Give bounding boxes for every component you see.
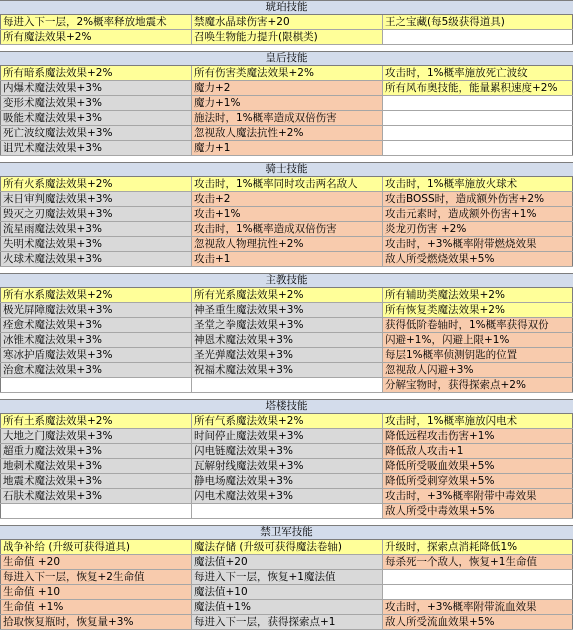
skill-cell: 降低远程攻击伤害+1% <box>382 429 573 443</box>
skill-cell: 地刺术魔法效果+3% <box>0 459 191 473</box>
skill-cell <box>382 30 573 44</box>
skill-cell: 所有气系魔法效果+2% <box>191 414 382 428</box>
table-row <box>0 192 573 207</box>
skill-cell: 攻击时，+3%概率附带中毒效果 <box>382 489 573 503</box>
table-row <box>0 378 573 393</box>
skill-cell: 魔法值+10 <box>191 585 382 599</box>
skill-cell: 极光屏障魔法效果+3% <box>0 303 191 317</box>
table-row <box>0 30 573 45</box>
skill-cell: 变形术魔法效果+3% <box>0 96 191 110</box>
table-row <box>0 96 573 111</box>
skill-cell: 忽视敌人魔法抗性+2% <box>191 126 382 140</box>
skill-cell: 魔力+1% <box>191 96 382 110</box>
section-title: 皇后技能 <box>0 51 573 66</box>
skill-cell: 升级时，探索点消耗降低1% <box>382 540 573 554</box>
skill-cell: 忽视敌人物理抗性+2% <box>191 237 382 251</box>
skill-cell: 末日审判魔法效果+3% <box>0 192 191 206</box>
table-row <box>0 177 573 192</box>
table-row <box>0 504 573 519</box>
table-row <box>0 126 573 141</box>
table-row <box>0 555 573 570</box>
table-row <box>0 363 573 378</box>
skill-cell: 内爆术魔法效果+3% <box>0 81 191 95</box>
table-row <box>0 288 573 303</box>
skill-cell <box>382 570 573 584</box>
skill-cell: 所有恢复类魔法效果+2% <box>382 303 573 317</box>
skill-cell: 攻击时，1%概率同时攻击两名敌人 <box>191 177 382 191</box>
skill-cell: 静电场魔法效果+3% <box>191 474 382 488</box>
skill-cell <box>382 585 573 599</box>
section-title: 琥珀技能 <box>0 0 573 15</box>
table-row <box>0 333 573 348</box>
skill-cell: 每进入下一层，2%概率释放地震术 <box>0 15 191 29</box>
skill-cell <box>382 141 573 155</box>
table-row <box>0 570 573 585</box>
table-row <box>0 318 573 333</box>
skill-cell: 火球术魔法效果+3% <box>0 252 191 266</box>
skill-cell: 毁灭之刃魔法效果+3% <box>0 207 191 221</box>
skill-cell: 降低所受刺穿效果+5% <box>382 474 573 488</box>
skill-cell <box>382 111 573 125</box>
table-row <box>0 252 573 267</box>
table-row <box>0 15 573 30</box>
skill-cell <box>0 378 191 392</box>
skill-cell: 炎龙刃伤害 +2% <box>382 222 573 236</box>
table-row <box>0 237 573 252</box>
skill-cell: 攻击时，1%概率造成双倍伤害 <box>191 222 382 236</box>
skill-cell: 失明术魔法效果+3% <box>0 237 191 251</box>
skill-cell: 攻击时，1%概率施放死亡波纹 <box>382 66 573 80</box>
section-title: 禁卫军技能 <box>0 525 573 540</box>
skill-cell: 每进入下一层，获得探索点+1 <box>191 615 382 629</box>
skill-cell: 降低敌人攻击+1 <box>382 444 573 458</box>
skill-cell: 神恩术魔法效果+3% <box>191 333 382 347</box>
skill-cell: 寒冰护盾魔法效果+3% <box>0 348 191 362</box>
skill-cell: 瓦解射线魔法效果+3% <box>191 459 382 473</box>
table-row <box>0 66 573 81</box>
skill-cell: 敌人所受燃烧效果+5% <box>382 252 573 266</box>
section-title: 骑士技能 <box>0 162 573 177</box>
skill-cell: 敌人所受中毒效果+5% <box>382 504 573 518</box>
skill-cell: 石肤术魔法效果+3% <box>0 489 191 503</box>
skill-cell: 召唤生物能力提升(限棋类) <box>191 30 382 44</box>
skill-cell: 生命值 +1% <box>0 600 191 614</box>
skill-cell: 分解宝物时，获得探索点+2% <box>382 378 573 392</box>
skill-cell: 死亡波纹魔法效果+3% <box>0 126 191 140</box>
skill-cell: 降低所受吸血效果+5% <box>382 459 573 473</box>
skill-cell: 神圣重生魔法效果+3% <box>191 303 382 317</box>
skill-cell <box>0 504 191 518</box>
skill-cell: 圣光弹魔法效果+3% <box>191 348 382 362</box>
skill-cell: 每杀死一个敌人，恢复+1生命值 <box>382 555 573 569</box>
skill-cell: 吸能术魔法效果+3% <box>0 111 191 125</box>
skill-cell <box>191 504 382 518</box>
skill-cell: 圣堂之拳魔法效果+3% <box>191 318 382 332</box>
skill-cell: 闪避+1%，闪避上限+1% <box>382 333 573 347</box>
skill-cell: 所有辅助类魔法效果+2% <box>382 288 573 302</box>
skill-cell: 所有土系魔法效果+2% <box>0 414 191 428</box>
skill-cell: 攻击时，+3%概率附带流血效果 <box>382 600 573 614</box>
table-row <box>0 111 573 126</box>
skill-cell: 魔力+2 <box>191 81 382 95</box>
table-row <box>0 429 573 444</box>
table-row <box>0 540 573 555</box>
skill-cell: 祝福术魔法效果+3% <box>191 363 382 377</box>
skill-cell: 所有风布奥技能，能量累积速度+2% <box>382 81 573 95</box>
skill-cell: 攻击时，1%概率施放闪电术 <box>382 414 573 428</box>
table-row <box>0 459 573 474</box>
skill-cell: 攻击时，1%概率施放火球术 <box>382 177 573 191</box>
skill-cell: 地震术魔法效果+3% <box>0 474 191 488</box>
skill-cell: 流星雨魔法效果+3% <box>0 222 191 236</box>
table-row <box>0 303 573 318</box>
table-row <box>0 600 573 615</box>
skill-cell: 攻击+1 <box>191 252 382 266</box>
skill-cell: 施法时，1%概率造成双倍伤害 <box>191 111 382 125</box>
section-title: 主教技能 <box>0 273 573 288</box>
table-row <box>0 348 573 363</box>
skill-cell: 闪电链魔法效果+3% <box>191 444 382 458</box>
skill-cell: 战争补给 (升级可获得道具) <box>0 540 191 554</box>
skill-cell: 所有光系魔法效果+2% <box>191 288 382 302</box>
skill-cell: 诅咒术魔法效果+3% <box>0 141 191 155</box>
skill-cell: 拾取恢复瓶时，恢复量+3% <box>0 615 191 629</box>
skill-cell: 每进入下一层，恢复+2生命值 <box>0 570 191 584</box>
section-title: 塔楼技能 <box>0 399 573 414</box>
skill-cell: 攻击BOSS时，造成额外伤害+2% <box>382 192 573 206</box>
skill-cell: 大地之门魔法效果+3% <box>0 429 191 443</box>
table-row <box>0 207 573 222</box>
skill-cell: 所有魔法效果+2% <box>0 30 191 44</box>
skill-cell: 获得低阶卷轴时，1%概率获得双份 <box>382 318 573 332</box>
skill-cell: 所有火系魔法效果+2% <box>0 177 191 191</box>
skill-cell: 魔法存储 (升级可获得魔法卷轴) <box>191 540 382 554</box>
skill-cell: 每层1%概率侦测钥匙的位置 <box>382 348 573 362</box>
skill-cell: 所有伤害类魔法效果+2% <box>191 66 382 80</box>
skill-cell: 冰锥术魔法效果+3% <box>0 333 191 347</box>
skill-cell: 每进入下一层，恢复+1魔法值 <box>191 570 382 584</box>
skill-cell: 痊愈术魔法效果+3% <box>0 318 191 332</box>
skill-cell: 攻击+2 <box>191 192 382 206</box>
skill-cell: 忽视敌人闪避+3% <box>382 363 573 377</box>
skill-cell <box>191 378 382 392</box>
skill-cell: 魔法值+1% <box>191 600 382 614</box>
skill-cell: 闪电术魔法效果+3% <box>191 489 382 503</box>
skill-cell: 魔力+1 <box>191 141 382 155</box>
skill-cell: 攻击元素时，造成额外伤害+1% <box>382 207 573 221</box>
table-row <box>0 474 573 489</box>
skill-cell: 所有水系魔法效果+2% <box>0 288 191 302</box>
skill-cell: 超重力魔法效果+3% <box>0 444 191 458</box>
table-row <box>0 615 573 630</box>
skill-cell <box>382 96 573 110</box>
skill-cell: 生命值 +10 <box>0 585 191 599</box>
table-row <box>0 444 573 459</box>
skill-cell <box>382 126 573 140</box>
skill-cell: 所有暗系魔法效果+2% <box>0 66 191 80</box>
table-row <box>0 81 573 96</box>
skill-cell: 魔法值+20 <box>191 555 382 569</box>
skill-cell: 王之宝藏(每5级获得道具) <box>382 15 573 29</box>
table-row <box>0 222 573 237</box>
table-row <box>0 585 573 600</box>
skill-cell: 敌人所受流血效果+5% <box>382 615 573 629</box>
skill-cell: 治愈术魔法效果+3% <box>0 363 191 377</box>
skill-cell: 时间停止魔法效果+3% <box>191 429 382 443</box>
table-row <box>0 489 573 504</box>
skill-cell: 攻击+1% <box>191 207 382 221</box>
table-row <box>0 141 573 156</box>
skill-cell: 攻击时，+3%概率附带燃烧效果 <box>382 237 573 251</box>
skill-cell: 禁魔水晶球伤害+20 <box>191 15 382 29</box>
skill-cell: 生命值 +20 <box>0 555 191 569</box>
table-row <box>0 414 573 429</box>
